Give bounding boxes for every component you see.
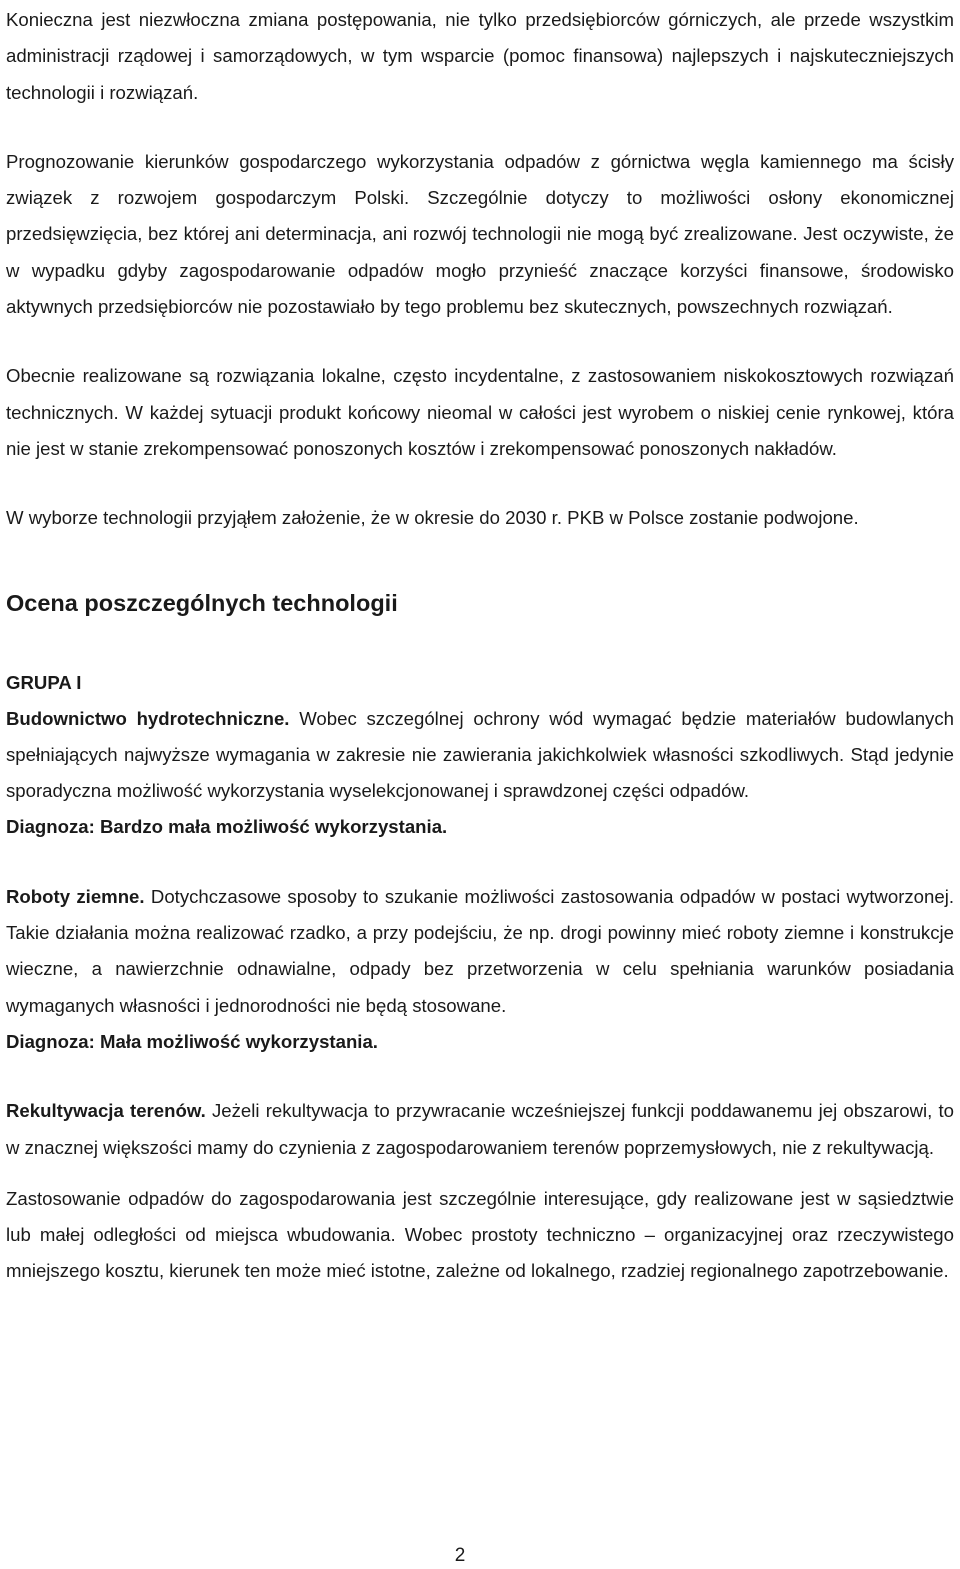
document-page: [6, 0, 954, 1569]
item-title: Rekultywacja terenów.: [6, 1100, 206, 1122]
page-number: 2: [454, 1545, 466, 1566]
item-title: Budownictwo hydrotechniczne.: [6, 707, 290, 729]
item-title: Roboty ziemne.: [6, 885, 145, 907]
item-earthworks: [6, 879, 954, 1024]
paragraph-current-solutions: Obecnie realizowane są rozwiązania lokalne, często incydentalne, z zastosowaniem niskokosztowych rozwiązań technicznych. W każdej sytuacji produkt końcowy nieomal w całości jest wyrobem o niskiej cenie rynkowej, która nie jest w stanie zrekompensować ponoszonych kosztów i zrekompensować ponoszonych nakładów.: [6, 365, 954, 459]
item-reclamation: [6, 1093, 954, 1166]
paragraph-assumption: W wyborze technologii przyjąłem założenie, że w okresie do 2030 r. PKB w Polsce zostanie podwojone.: [6, 507, 859, 529]
item-hydrotechnical: [6, 701, 954, 810]
diagnosis-hydrotechnical: Diagnoza: Bardzo mała możliwość wykorzystania.: [6, 816, 448, 838]
item-text: Dotychczasowe sposoby to szukanie możliwości zastosowania odpadów w postaci wytworzonej. Takie działania można realizować rzadko, a przy podejściu, że np. drogi powinny mieć roboty ziemne i konstrukcje wieczne, a nawierzchnie odnawialne, odpady bez przetworzenia w celu spełniania warunków posiadania wymaganych własności i jednorodności nie będą stosowane.: [6, 885, 954, 1016]
paragraph-closing: Zastosowanie odpadów do zagospodarowania jest szczególnie interesujące, gdy realizowane jest w sąsiedztwie lub małej odległości od miejsca wbudowania. Wobec prostoty techniczno – organizacyjnej oraz rzeczywistego mniejszego kosztu, kierunek ten może mieć istotne, zależne od lokalnego, rzadziej regionalnego zapotrzebowanie.: [6, 1187, 954, 1282]
paragraph-forecasting: Prognozowanie kierunków gospodarczego wykorzystania odpadów z górnictwa węgla kamiennego ma ścisły związek z rozwojem gospodarczym Polski. Szczególnie dotyczy to możliwości osłony ekonomicznej przedsięwzięcia, bez której ani determinacja, ani rozwój technologii nie mogą być zrealizowane. Jest oczywiste, że w wypadku gdyby zagospodarowanie odpadów mogło przynieść znaczące korzyści finansowe, środowisko aktywnych przedsiębiorców nie pozostawiało by tego problemu bez skutecznych, powszechnych rozwiązań.: [6, 150, 954, 318]
section-heading: Ocena poszczególnych technologii: [6, 589, 398, 616]
diagnosis-earthworks: Diagnoza: Mała możliwość wykorzystania.: [6, 1030, 378, 1052]
paragraph-intro: Konieczna jest niezwłoczna zmiana postępowania, nie tylko przedsiębiorców górniczych, ale przede wszystkim administracji rządowej i samorządowych, w tym wsparcie (pomoc finansowa) najlepszych i najskuteczniejszych technologii i rozwiązań.: [6, 9, 954, 103]
item-text: Jeżeli rekultywacja to przywracanie wcześniejszej funkcji poddawanemu jej obszarowi, to w znacznej większości mamy do czynienia z zagospodarowaniem terenów poprzemysłowych, nie z rekultywacją.: [6, 1100, 954, 1158]
group-title: GRUPA I: [6, 671, 82, 693]
item-text: Wobec szczególnej ochrony wód wymagać będzie materiałów budowlanych spełniających najwyższe wymagania w zakresie nie zawierania jakichkolwiek własności szkodliwych. Stąd jedynie sporadyczna możliwość wykorzystania wyselekcjonowanej i sprawdzonej części odpadów.: [6, 707, 954, 802]
